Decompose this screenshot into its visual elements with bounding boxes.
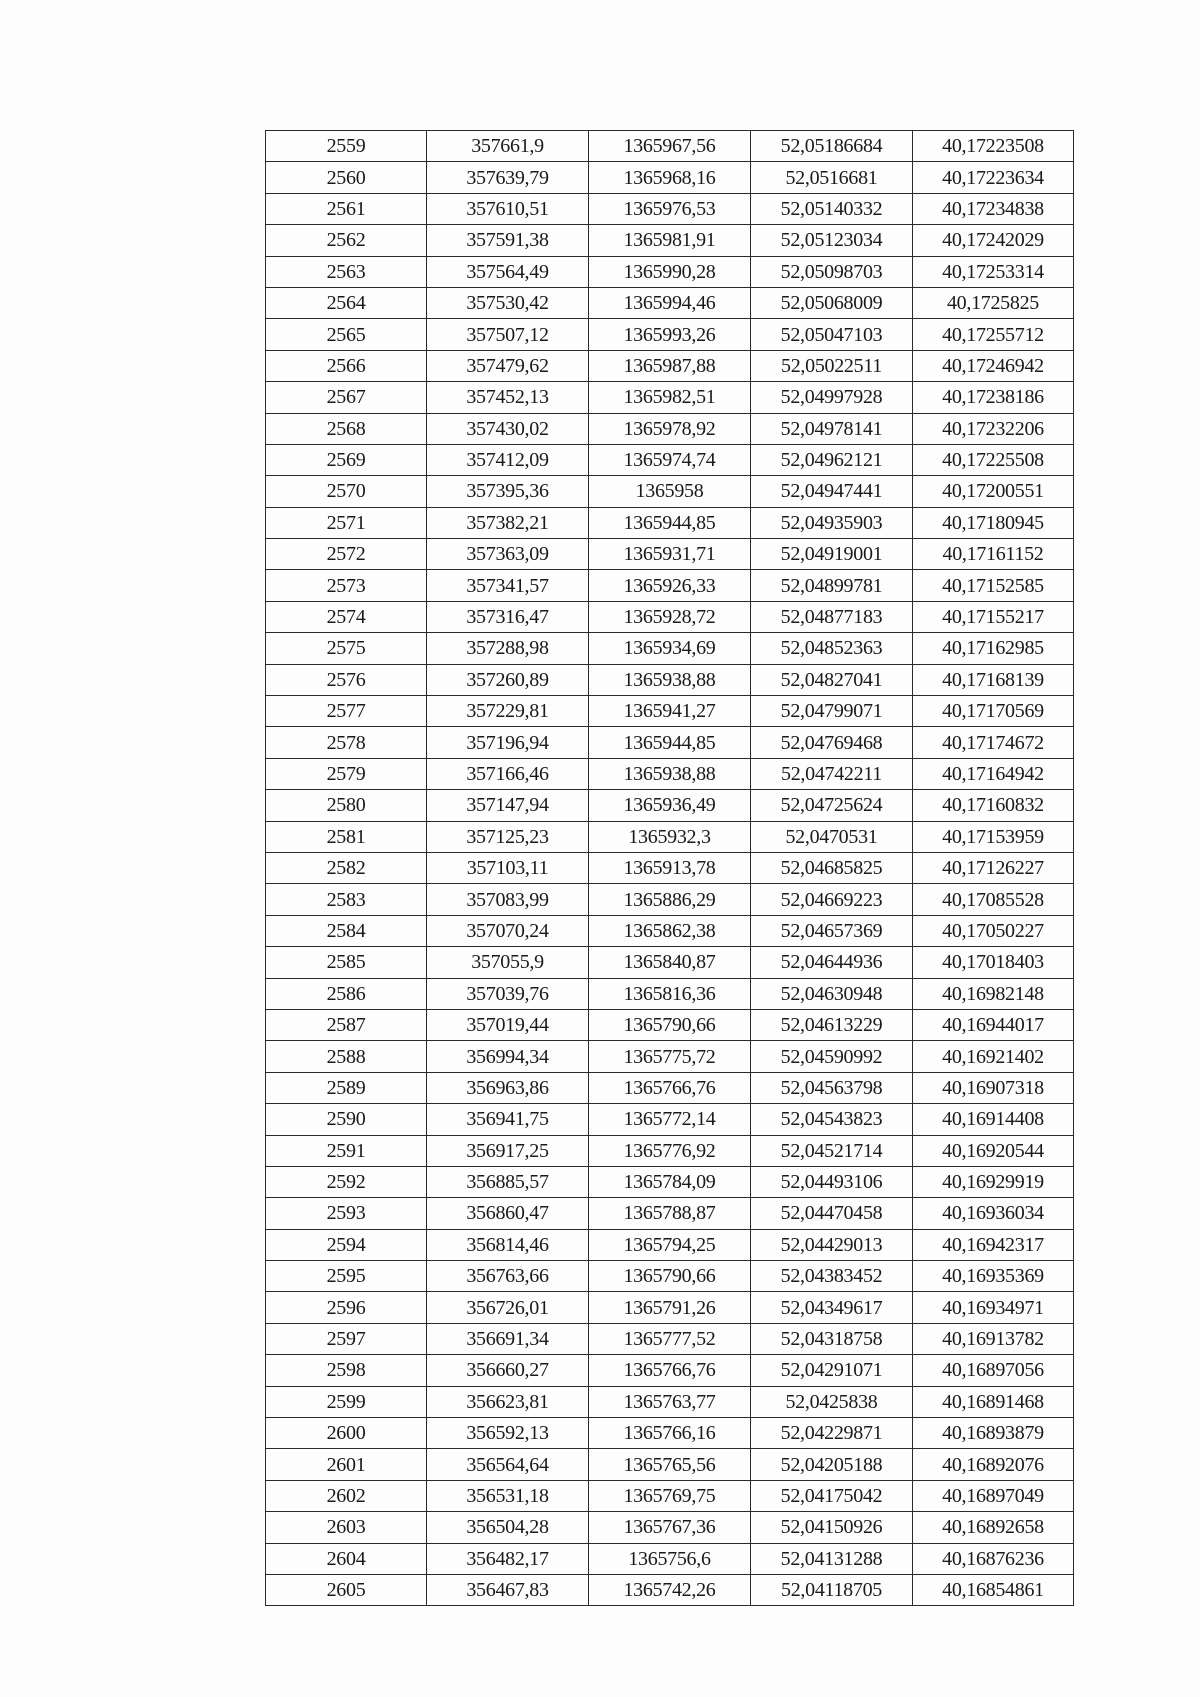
latitude-cell: 52,04978141	[751, 413, 913, 444]
point-number-cell: 2581	[266, 821, 427, 852]
latitude-cell: 52,05123034	[751, 225, 913, 256]
y-coordinate-cell: 1365769,75	[589, 1480, 751, 1511]
table-row	[266, 884, 1074, 915]
table-row	[266, 1166, 1074, 1197]
latitude-cell: 52,04118705	[751, 1574, 913, 1605]
latitude-cell: 52,04685825	[751, 852, 913, 883]
point-number-cell: 2603	[266, 1512, 427, 1543]
y-coordinate-cell: 1365934,69	[589, 633, 751, 664]
y-coordinate-cell: 1365756,6	[589, 1543, 751, 1574]
longitude-cell: 40,16876236	[913, 1543, 1074, 1574]
table-row	[266, 1480, 1074, 1511]
point-number-cell: 2587	[266, 1009, 427, 1040]
longitude-cell: 40,17170569	[913, 696, 1074, 727]
x-coordinate-cell: 357591,38	[427, 225, 589, 256]
table-row	[266, 570, 1074, 601]
x-coordinate-cell: 357363,09	[427, 539, 589, 570]
table-row	[266, 1418, 1074, 1449]
y-coordinate-cell: 1365784,09	[589, 1166, 751, 1197]
x-coordinate-cell: 357395,36	[427, 476, 589, 507]
y-coordinate-cell: 1365791,26	[589, 1292, 751, 1323]
table-row	[266, 758, 1074, 789]
x-coordinate-cell: 357479,62	[427, 350, 589, 381]
x-coordinate-cell: 357639,79	[427, 162, 589, 193]
longitude-cell: 40,16934971	[913, 1292, 1074, 1323]
longitude-cell: 40,17153959	[913, 821, 1074, 852]
table-row	[266, 601, 1074, 632]
y-coordinate-cell: 1365936,49	[589, 790, 751, 821]
table-row	[266, 1009, 1074, 1040]
point-number-cell: 2605	[266, 1574, 427, 1605]
table-row	[266, 287, 1074, 318]
x-coordinate-cell: 357229,81	[427, 696, 589, 727]
table-row	[266, 507, 1074, 538]
longitude-cell: 40,16854861	[913, 1574, 1074, 1605]
point-number-cell: 2576	[266, 664, 427, 695]
x-coordinate-cell: 356592,13	[427, 1418, 589, 1449]
table-row	[266, 1292, 1074, 1323]
latitude-cell: 52,04613229	[751, 1009, 913, 1040]
x-coordinate-cell: 356504,28	[427, 1512, 589, 1543]
latitude-cell: 52,04229871	[751, 1418, 913, 1449]
point-number-cell: 2595	[266, 1261, 427, 1292]
latitude-cell: 52,04493106	[751, 1166, 913, 1197]
x-coordinate-cell: 357452,13	[427, 382, 589, 413]
x-coordinate-cell: 357507,12	[427, 319, 589, 350]
table-row	[266, 1072, 1074, 1103]
table-row	[266, 476, 1074, 507]
x-coordinate-cell: 357316,47	[427, 601, 589, 632]
latitude-cell: 52,04318758	[751, 1323, 913, 1354]
table-row	[266, 1104, 1074, 1135]
latitude-cell: 52,04150926	[751, 1512, 913, 1543]
point-number-cell: 2593	[266, 1198, 427, 1229]
longitude-cell: 40,17161152	[913, 539, 1074, 570]
x-coordinate-cell: 356917,25	[427, 1135, 589, 1166]
point-number-cell: 2583	[266, 884, 427, 915]
latitude-cell: 52,05022511	[751, 350, 913, 381]
point-number-cell: 2564	[266, 287, 427, 318]
point-number-cell: 2602	[266, 1480, 427, 1511]
y-coordinate-cell: 1365765,56	[589, 1449, 751, 1480]
latitude-cell: 52,04799071	[751, 696, 913, 727]
table-row	[266, 1041, 1074, 1072]
latitude-cell: 52,04205188	[751, 1449, 913, 1480]
table-row	[266, 1229, 1074, 1260]
latitude-cell: 52,04947441	[751, 476, 913, 507]
longitude-cell: 40,16892658	[913, 1512, 1074, 1543]
table-row	[266, 790, 1074, 821]
x-coordinate-cell: 357341,57	[427, 570, 589, 601]
table-row	[266, 1323, 1074, 1354]
table-row	[266, 319, 1074, 350]
table-row	[266, 1449, 1074, 1480]
point-number-cell: 2582	[266, 852, 427, 883]
y-coordinate-cell: 1365987,88	[589, 350, 751, 381]
latitude-cell: 52,04962121	[751, 444, 913, 475]
point-number-cell: 2600	[266, 1418, 427, 1449]
longitude-cell: 40,16942317	[913, 1229, 1074, 1260]
latitude-cell: 52,05047103	[751, 319, 913, 350]
point-number-cell: 2559	[266, 131, 427, 162]
y-coordinate-cell: 1365990,28	[589, 256, 751, 287]
longitude-cell: 40,17162985	[913, 633, 1074, 664]
table-row	[266, 1261, 1074, 1292]
x-coordinate-cell: 357055,9	[427, 947, 589, 978]
longitude-cell: 40,17234838	[913, 193, 1074, 224]
latitude-cell: 52,0516681	[751, 162, 913, 193]
y-coordinate-cell: 1365967,56	[589, 131, 751, 162]
latitude-cell: 52,04769468	[751, 727, 913, 758]
longitude-cell: 40,16944017	[913, 1009, 1074, 1040]
table-row	[266, 852, 1074, 883]
y-coordinate-cell: 1365776,92	[589, 1135, 751, 1166]
longitude-cell: 40,16891468	[913, 1386, 1074, 1417]
y-coordinate-cell: 1365974,74	[589, 444, 751, 475]
y-coordinate-cell: 1365766,76	[589, 1355, 751, 1386]
x-coordinate-cell: 357288,98	[427, 633, 589, 664]
longitude-cell: 40,17180945	[913, 507, 1074, 538]
y-coordinate-cell: 1365913,78	[589, 852, 751, 883]
point-number-cell: 2588	[266, 1041, 427, 1072]
x-coordinate-cell: 356623,81	[427, 1386, 589, 1417]
point-number-cell: 2560	[266, 162, 427, 193]
x-coordinate-cell: 357125,23	[427, 821, 589, 852]
coordinates-table	[265, 130, 1074, 1606]
table-row	[266, 350, 1074, 381]
longitude-cell: 40,16913782	[913, 1323, 1074, 1354]
latitude-cell: 52,04725624	[751, 790, 913, 821]
x-coordinate-cell: 356564,64	[427, 1449, 589, 1480]
y-coordinate-cell: 1365982,51	[589, 382, 751, 413]
y-coordinate-cell: 1365932,3	[589, 821, 751, 852]
longitude-cell: 40,17152585	[913, 570, 1074, 601]
point-number-cell: 2566	[266, 350, 427, 381]
latitude-cell: 52,04131288	[751, 1543, 913, 1574]
y-coordinate-cell: 1365928,72	[589, 601, 751, 632]
x-coordinate-cell: 356763,66	[427, 1261, 589, 1292]
longitude-cell: 40,17225508	[913, 444, 1074, 475]
point-number-cell: 2585	[266, 947, 427, 978]
table-row	[266, 1512, 1074, 1543]
table-row	[266, 1386, 1074, 1417]
longitude-cell: 40,17085528	[913, 884, 1074, 915]
longitude-cell: 40,17223634	[913, 162, 1074, 193]
latitude-cell: 52,05098703	[751, 256, 913, 287]
point-number-cell: 2604	[266, 1543, 427, 1574]
point-number-cell: 2569	[266, 444, 427, 475]
longitude-cell: 40,17126227	[913, 852, 1074, 883]
longitude-cell: 40,16935369	[913, 1261, 1074, 1292]
point-number-cell: 2567	[266, 382, 427, 413]
table-row	[266, 1355, 1074, 1386]
point-number-cell: 2590	[266, 1104, 427, 1135]
longitude-cell: 40,16936034	[913, 1198, 1074, 1229]
latitude-cell: 52,04470458	[751, 1198, 913, 1229]
longitude-cell: 40,16907318	[913, 1072, 1074, 1103]
latitude-cell: 52,05068009	[751, 287, 913, 318]
table-row	[266, 193, 1074, 224]
point-number-cell: 2592	[266, 1166, 427, 1197]
point-number-cell: 2575	[266, 633, 427, 664]
latitude-cell: 52,04899781	[751, 570, 913, 601]
latitude-cell: 52,04291071	[751, 1355, 913, 1386]
x-coordinate-cell: 356941,75	[427, 1104, 589, 1135]
y-coordinate-cell: 1365775,72	[589, 1041, 751, 1072]
longitude-cell: 40,16897049	[913, 1480, 1074, 1511]
table-row	[266, 947, 1074, 978]
latitude-cell: 52,04383452	[751, 1261, 913, 1292]
y-coordinate-cell: 1365777,52	[589, 1323, 751, 1354]
x-coordinate-cell: 357103,11	[427, 852, 589, 883]
latitude-cell: 52,04429013	[751, 1229, 913, 1260]
x-coordinate-cell: 357147,94	[427, 790, 589, 821]
table-row	[266, 978, 1074, 1009]
y-coordinate-cell: 1365862,38	[589, 915, 751, 946]
table-row	[266, 1135, 1074, 1166]
longitude-cell: 40,16914408	[913, 1104, 1074, 1135]
y-coordinate-cell: 1365944,85	[589, 507, 751, 538]
y-coordinate-cell: 1365981,91	[589, 225, 751, 256]
longitude-cell: 40,17232206	[913, 413, 1074, 444]
y-coordinate-cell: 1365790,66	[589, 1261, 751, 1292]
table-row	[266, 225, 1074, 256]
x-coordinate-cell: 357019,44	[427, 1009, 589, 1040]
point-number-cell: 2573	[266, 570, 427, 601]
latitude-cell: 52,04657369	[751, 915, 913, 946]
point-number-cell: 2597	[266, 1323, 427, 1354]
table-row	[266, 1574, 1074, 1605]
y-coordinate-cell: 1365886,29	[589, 884, 751, 915]
point-number-cell: 2572	[266, 539, 427, 570]
longitude-cell: 40,17200551	[913, 476, 1074, 507]
x-coordinate-cell: 357430,02	[427, 413, 589, 444]
point-number-cell: 2586	[266, 978, 427, 1009]
y-coordinate-cell: 1365931,71	[589, 539, 751, 570]
latitude-cell: 52,04742211	[751, 758, 913, 789]
y-coordinate-cell: 1365993,26	[589, 319, 751, 350]
table-row	[266, 1543, 1074, 1574]
latitude-cell: 52,04563798	[751, 1072, 913, 1103]
latitude-cell: 52,04543823	[751, 1104, 913, 1135]
longitude-cell: 40,17253314	[913, 256, 1074, 287]
x-coordinate-cell: 357412,09	[427, 444, 589, 475]
table-row	[266, 539, 1074, 570]
longitude-cell: 40,17255712	[913, 319, 1074, 350]
x-coordinate-cell: 357610,51	[427, 193, 589, 224]
table-row	[266, 821, 1074, 852]
longitude-cell: 40,16897056	[913, 1355, 1074, 1386]
table-row	[266, 256, 1074, 287]
table-row	[266, 1198, 1074, 1229]
y-coordinate-cell: 1365938,88	[589, 664, 751, 695]
latitude-cell: 52,04997928	[751, 382, 913, 413]
latitude-cell: 52,04590992	[751, 1041, 913, 1072]
point-number-cell: 2589	[266, 1072, 427, 1103]
longitude-cell: 40,16921402	[913, 1041, 1074, 1072]
y-coordinate-cell: 1365840,87	[589, 947, 751, 978]
latitude-cell: 52,04521714	[751, 1135, 913, 1166]
longitude-cell: 40,17238186	[913, 382, 1074, 413]
longitude-cell: 40,17168139	[913, 664, 1074, 695]
table-row	[266, 162, 1074, 193]
y-coordinate-cell: 1365938,88	[589, 758, 751, 789]
coordinates-table-body	[266, 131, 1074, 1606]
x-coordinate-cell: 357564,49	[427, 256, 589, 287]
table-row	[266, 664, 1074, 695]
point-number-cell: 2570	[266, 476, 427, 507]
latitude-cell: 52,04827041	[751, 664, 913, 695]
latitude-cell: 52,04852363	[751, 633, 913, 664]
y-coordinate-cell: 1365766,16	[589, 1418, 751, 1449]
point-number-cell: 2563	[266, 256, 427, 287]
latitude-cell: 52,04644936	[751, 947, 913, 978]
longitude-cell: 40,16929919	[913, 1166, 1074, 1197]
y-coordinate-cell: 1365944,85	[589, 727, 751, 758]
latitude-cell: 52,04175042	[751, 1480, 913, 1511]
table-row	[266, 633, 1074, 664]
table-row	[266, 413, 1074, 444]
y-coordinate-cell: 1365790,66	[589, 1009, 751, 1040]
x-coordinate-cell: 357166,46	[427, 758, 589, 789]
longitude-cell: 40,16982148	[913, 978, 1074, 1009]
x-coordinate-cell: 356531,18	[427, 1480, 589, 1511]
x-coordinate-cell: 356814,46	[427, 1229, 589, 1260]
point-number-cell: 2596	[266, 1292, 427, 1323]
latitude-cell: 52,04877183	[751, 601, 913, 632]
y-coordinate-cell: 1365794,25	[589, 1229, 751, 1260]
x-coordinate-cell: 357083,99	[427, 884, 589, 915]
point-number-cell: 2580	[266, 790, 427, 821]
x-coordinate-cell: 357070,24	[427, 915, 589, 946]
longitude-cell: 40,17160832	[913, 790, 1074, 821]
longitude-cell: 40,16920544	[913, 1135, 1074, 1166]
point-number-cell: 2568	[266, 413, 427, 444]
point-number-cell: 2565	[266, 319, 427, 350]
x-coordinate-cell: 357661,9	[427, 131, 589, 162]
point-number-cell: 2598	[266, 1355, 427, 1386]
y-coordinate-cell: 1365958	[589, 476, 751, 507]
x-coordinate-cell: 357530,42	[427, 287, 589, 318]
x-coordinate-cell: 356963,86	[427, 1072, 589, 1103]
point-number-cell: 2561	[266, 193, 427, 224]
latitude-cell: 52,05186684	[751, 131, 913, 162]
y-coordinate-cell: 1365816,36	[589, 978, 751, 1009]
longitude-cell: 40,17018403	[913, 947, 1074, 978]
y-coordinate-cell: 1365772,14	[589, 1104, 751, 1135]
y-coordinate-cell: 1365994,46	[589, 287, 751, 318]
x-coordinate-cell: 356467,83	[427, 1574, 589, 1605]
point-number-cell: 2574	[266, 601, 427, 632]
point-number-cell: 2594	[266, 1229, 427, 1260]
y-coordinate-cell: 1365788,87	[589, 1198, 751, 1229]
point-number-cell: 2591	[266, 1135, 427, 1166]
longitude-cell: 40,1725825	[913, 287, 1074, 318]
y-coordinate-cell: 1365976,53	[589, 193, 751, 224]
x-coordinate-cell: 356885,57	[427, 1166, 589, 1197]
point-number-cell: 2578	[266, 727, 427, 758]
point-number-cell: 2571	[266, 507, 427, 538]
longitude-cell: 40,16893879	[913, 1418, 1074, 1449]
point-number-cell: 2599	[266, 1386, 427, 1417]
x-coordinate-cell: 357260,89	[427, 664, 589, 695]
longitude-cell: 40,17164942	[913, 758, 1074, 789]
y-coordinate-cell: 1365763,77	[589, 1386, 751, 1417]
x-coordinate-cell: 357039,76	[427, 978, 589, 1009]
x-coordinate-cell: 356860,47	[427, 1198, 589, 1229]
x-coordinate-cell: 356726,01	[427, 1292, 589, 1323]
latitude-cell: 52,04630948	[751, 978, 913, 1009]
y-coordinate-cell: 1365742,26	[589, 1574, 751, 1605]
longitude-cell: 40,17223508	[913, 131, 1074, 162]
x-coordinate-cell: 356482,17	[427, 1543, 589, 1574]
x-coordinate-cell: 357382,21	[427, 507, 589, 538]
point-number-cell: 2562	[266, 225, 427, 256]
latitude-cell: 52,04349617	[751, 1292, 913, 1323]
longitude-cell: 40,17155217	[913, 601, 1074, 632]
point-number-cell: 2579	[266, 758, 427, 789]
x-coordinate-cell: 356660,27	[427, 1355, 589, 1386]
latitude-cell: 52,04669223	[751, 884, 913, 915]
table-row	[266, 444, 1074, 475]
x-coordinate-cell: 357196,94	[427, 727, 589, 758]
table-row	[266, 382, 1074, 413]
latitude-cell: 52,0470531	[751, 821, 913, 852]
table-row	[266, 131, 1074, 162]
x-coordinate-cell: 356994,34	[427, 1041, 589, 1072]
longitude-cell: 40,17242029	[913, 225, 1074, 256]
y-coordinate-cell: 1365978,92	[589, 413, 751, 444]
latitude-cell: 52,04935903	[751, 507, 913, 538]
latitude-cell: 52,04919001	[751, 539, 913, 570]
point-number-cell: 2577	[266, 696, 427, 727]
latitude-cell: 52,05140332	[751, 193, 913, 224]
longitude-cell: 40,17174672	[913, 727, 1074, 758]
longitude-cell: 40,16892076	[913, 1449, 1074, 1480]
point-number-cell: 2584	[266, 915, 427, 946]
point-number-cell: 2601	[266, 1449, 427, 1480]
y-coordinate-cell: 1365926,33	[589, 570, 751, 601]
y-coordinate-cell: 1365941,27	[589, 696, 751, 727]
y-coordinate-cell: 1365968,16	[589, 162, 751, 193]
table-row	[266, 727, 1074, 758]
longitude-cell: 40,17050227	[913, 915, 1074, 946]
y-coordinate-cell: 1365766,76	[589, 1072, 751, 1103]
y-coordinate-cell: 1365767,36	[589, 1512, 751, 1543]
latitude-cell: 52,0425838	[751, 1386, 913, 1417]
longitude-cell: 40,17246942	[913, 350, 1074, 381]
x-coordinate-cell: 356691,34	[427, 1323, 589, 1354]
table-row	[266, 915, 1074, 946]
table-row	[266, 696, 1074, 727]
